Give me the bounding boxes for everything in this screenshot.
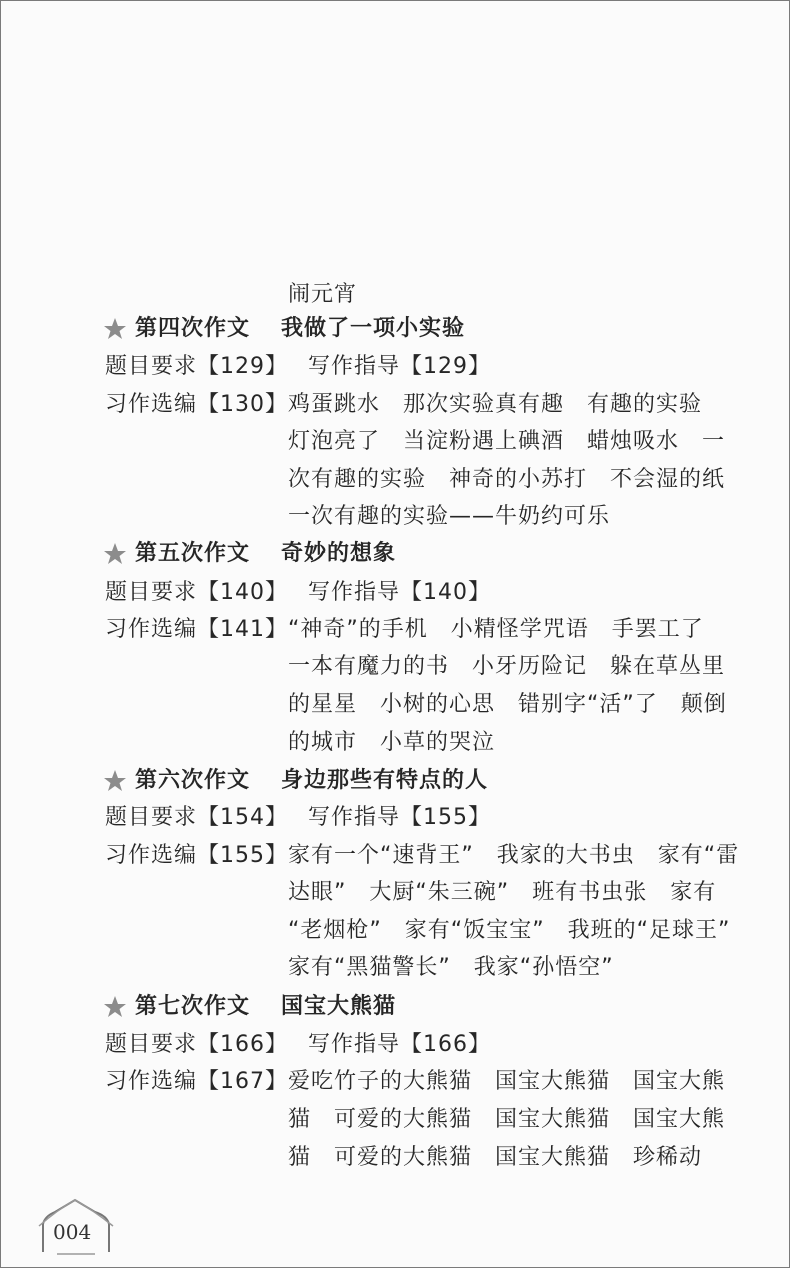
section-number: 第五次作文 — [135, 541, 251, 566]
selection-label: 习作选编【167】 — [105, 1069, 288, 1094]
requirement-label: 题目要求【166】 — [105, 1032, 288, 1057]
guidance-label: 写作指导【129】 — [308, 354, 491, 379]
requirement-label: 题目要求【154】 — [105, 805, 288, 830]
selection-line: 猫 可爱的大熊猫 国宝大熊猫 国宝大熊 — [288, 1107, 726, 1132]
selection-line: 的城市 小草的哭泣 — [288, 730, 496, 755]
selection-line: 一本有魔力的书 小牙历险记 躲在草丛里 — [288, 654, 726, 679]
section-title: 国宝大熊猫 — [281, 994, 397, 1019]
guidance-label: 写作指导【166】 — [308, 1032, 491, 1057]
star-icon — [103, 542, 127, 566]
guidance-label: 写作指导【140】 — [308, 580, 491, 605]
selection-label: 习作选编【155】 — [105, 843, 288, 868]
requirement-label: 题目要求【140】 — [105, 580, 288, 605]
selection-line: 家有“黑猫警长” 我家“孙悟空” — [288, 955, 614, 980]
continued-title: 闹元宵 — [288, 282, 358, 307]
star-icon — [103, 769, 127, 793]
selection-line: 达眼” 大厨“朱三碗” 班有书虫张 家有 — [288, 880, 717, 905]
selection-line: 次有趣的实验 神奇的小苏打 不会湿的纸 — [288, 467, 726, 492]
section-number: 第四次作文 — [135, 316, 251, 341]
section-title: 我做了一项小实验 — [281, 316, 466, 341]
requirement-label: 题目要求【129】 — [105, 354, 288, 379]
section-title: 奇妙的想象 — [281, 541, 397, 566]
section-number: 第六次作文 — [135, 768, 251, 793]
selection-line: 爱吃竹子的大熊猫 国宝大熊猫 国宝大熊 — [288, 1069, 726, 1094]
selection-label: 习作选编【130】 — [105, 392, 288, 417]
section-title: 身边那些有特点的人 — [281, 768, 489, 793]
star-icon — [103, 995, 127, 1019]
section-number: 第七次作文 — [135, 994, 251, 1019]
guidance-label: 写作指导【155】 — [308, 805, 491, 830]
page-number: 004 — [53, 1220, 92, 1244]
selection-line: 猫 可爱的大熊猫 国宝大熊猫 珍稀动 — [288, 1145, 703, 1170]
selection-line: 的星星 小树的心思 错别字“活”了 颠倒 — [288, 692, 727, 717]
selection-line: 一次有趣的实验——牛奶约可乐 — [288, 504, 611, 529]
star-icon — [103, 317, 127, 341]
selection-label: 习作选编【141】 — [105, 617, 288, 642]
selection-line: 鸡蛋跳水 那次实验真有趣 有趣的实验 — [288, 392, 703, 417]
selection-line: 家有一个“速背王” 我家的大书虫 家有“雷 — [288, 843, 740, 868]
selection-line: 灯泡亮了 当淀粉遇上碘酒 蜡烛吸水 一 — [288, 429, 726, 454]
selection-line: “老烟枪” 家有“饭宝宝” 我班的“足球王” — [288, 918, 731, 943]
selection-line: “神奇”的手机 小精怪学咒语 手罢工了 — [288, 617, 704, 642]
